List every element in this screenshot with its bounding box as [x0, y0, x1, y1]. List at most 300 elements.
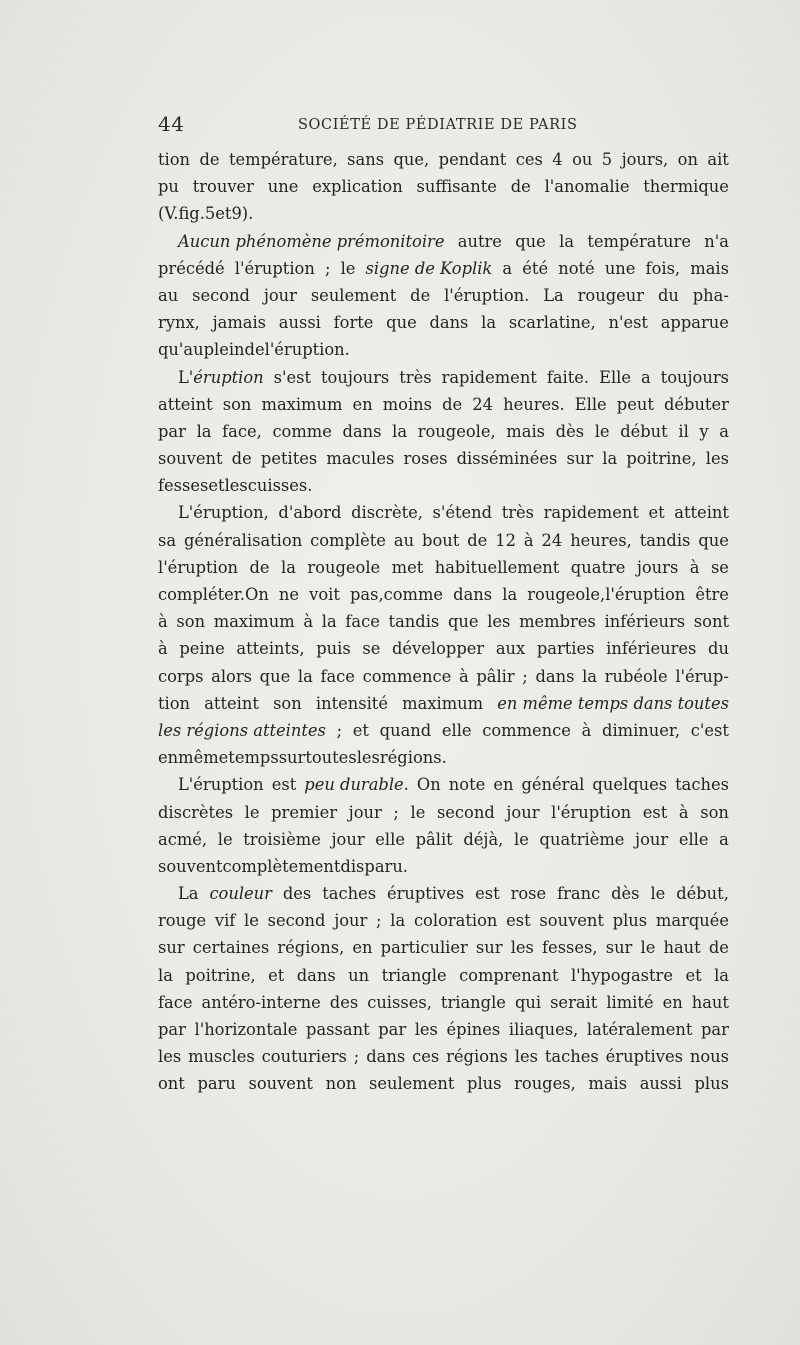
word: pas,comme: [349, 585, 444, 604]
word: des: [329, 992, 359, 1012]
word: les: [224, 476, 248, 496]
word: rapidement: [441, 367, 537, 387]
word: est: [506, 911, 531, 931]
word: parties: [536, 639, 595, 659]
word: explication: [312, 177, 403, 197]
word: au: [158, 285, 179, 305]
word: déjà,: [463, 829, 504, 849]
word: face: [320, 666, 355, 686]
text-line: [158, 336, 729, 363]
word: corps: [158, 666, 204, 686]
text-line: [158, 309, 729, 336]
word: la: [196, 421, 212, 441]
word: quatrième: [539, 829, 625, 849]
word: noté: [558, 258, 595, 278]
word: maximum: [402, 693, 484, 713]
word: l'éruption: [234, 258, 315, 278]
word: 4: [552, 150, 563, 169]
word: de: [249, 557, 270, 577]
text-line: [158, 771, 729, 798]
word: cuisses.: [247, 476, 313, 496]
word: régions: [446, 1047, 508, 1067]
word: mais: [506, 421, 546, 441]
word: son: [222, 394, 252, 414]
word: ces: [412, 1047, 440, 1067]
word: membres: [519, 612, 596, 632]
word: la: [158, 965, 173, 985]
word: mais: [690, 258, 729, 278]
word: en: [352, 938, 373, 958]
word: ou: [572, 150, 593, 169]
word: l'éruption: [158, 557, 239, 577]
word: La: [543, 285, 564, 305]
word: second: [192, 285, 250, 305]
word: haut: [691, 992, 729, 1012]
word: sur: [278, 748, 306, 768]
word: en: [493, 775, 514, 795]
word: souvent: [158, 856, 223, 876]
word: n'est: [608, 313, 648, 333]
text-line: [158, 472, 729, 499]
word: le: [340, 258, 356, 278]
word: le: [244, 911, 259, 931]
word: passant: [306, 1020, 370, 1039]
word: maximum: [213, 612, 295, 632]
word: il: [678, 421, 689, 441]
word: éruption: [193, 367, 264, 387]
word: ;: [376, 911, 382, 931]
word: nous: [689, 1047, 729, 1067]
word: inférieures: [606, 639, 697, 659]
word: fig.: [178, 204, 205, 224]
word: son: [273, 693, 302, 713]
word: plus: [694, 1074, 729, 1094]
word: les: [356, 748, 380, 768]
word: alors: [211, 666, 252, 686]
word: tandis: [639, 530, 691, 550]
word: atteint: [158, 394, 213, 414]
word: second: [267, 911, 326, 931]
word: 5: [204, 204, 216, 224]
word: l'horizontale: [194, 1020, 298, 1039]
word: à: [689, 557, 700, 577]
word: l'anomalie: [544, 177, 630, 197]
word: en: [352, 394, 373, 414]
word: régions.: [379, 748, 447, 768]
word: 5: [601, 150, 613, 169]
word: compléter.On: [158, 585, 269, 604]
word: ait: [707, 150, 729, 169]
text-line: [158, 499, 729, 526]
word: est: [271, 775, 297, 795]
word: elle: [678, 829, 709, 849]
word: de: [244, 340, 265, 360]
text-line: [158, 554, 729, 581]
word: 12: [495, 530, 516, 550]
word: peu durable.: [304, 775, 409, 795]
word: sont: [693, 612, 729, 632]
text-line: [158, 391, 729, 418]
word: heures.: [503, 394, 565, 414]
word: peut: [616, 394, 654, 414]
word: et: [208, 476, 225, 496]
word: jour: [334, 911, 368, 931]
word: quand: [379, 720, 432, 740]
word: toutes: [305, 748, 357, 768]
word: son: [176, 612, 206, 632]
word: couturiers: [261, 1047, 347, 1067]
word: régions,: [277, 938, 345, 958]
word: jour: [635, 829, 669, 849]
word: plus: [467, 1074, 502, 1094]
word: à: [523, 530, 534, 550]
text-line: [158, 255, 729, 282]
word: jours,: [621, 150, 669, 169]
word: taches: [322, 884, 377, 904]
word: jour: [506, 802, 540, 822]
word: souvent: [248, 1074, 313, 1094]
word: muscles: [188, 1047, 255, 1067]
text-line: [158, 989, 729, 1016]
word: aux: [495, 639, 526, 659]
text-line: [158, 635, 729, 662]
word: face: [345, 612, 380, 632]
word: généralisation: [184, 530, 303, 550]
word: trouver: [192, 177, 254, 197]
word: acmé,: [158, 829, 208, 849]
word: l'éruption: [551, 802, 632, 822]
text-line: [158, 853, 729, 880]
word: les: [514, 1047, 538, 1067]
word: rubéole: [604, 666, 668, 686]
word: jour: [348, 802, 382, 822]
word: ;: [393, 802, 399, 822]
word: autre: [457, 231, 502, 251]
word: et: [685, 965, 702, 985]
word: dans: [296, 965, 336, 985]
word: premier: [271, 802, 338, 822]
word: début: [620, 421, 668, 441]
word: ont: [158, 1074, 185, 1094]
word: qu'au: [158, 340, 204, 360]
word: non: [325, 1074, 357, 1094]
text-line: [158, 962, 729, 989]
word: L': [178, 367, 194, 387]
word: peine: [179, 639, 225, 659]
word: rapidement: [543, 503, 639, 523]
word: limité: [606, 992, 654, 1012]
word: on: [677, 150, 698, 169]
word: à: [581, 720, 592, 740]
word: tion: [158, 693, 191, 713]
word: l'hypogastre: [570, 965, 673, 985]
word: plus: [612, 911, 648, 931]
text-line: [158, 934, 729, 961]
word: très: [501, 503, 535, 523]
word: dès: [611, 884, 640, 904]
word: par: [700, 1020, 729, 1039]
word: au: [393, 530, 415, 550]
text-line: [158, 1070, 729, 1097]
word: que: [515, 231, 546, 251]
word: faite.: [546, 367, 590, 387]
word: les: [414, 1020, 438, 1039]
word: L'éruption,: [178, 503, 269, 523]
word: antéro-interne: [201, 992, 321, 1012]
word: scarlatine,: [508, 313, 596, 333]
word: même: [178, 748, 229, 768]
word: la: [559, 231, 575, 251]
word: une: [267, 177, 299, 197]
word: complète: [310, 530, 386, 550]
word: les régions atteintes: [158, 720, 326, 740]
word: que: [698, 530, 729, 550]
text-line: [158, 445, 729, 472]
word: ne: [278, 585, 300, 604]
word: pâlit: [415, 829, 453, 849]
word: La: [178, 884, 199, 904]
word: temps: [228, 748, 279, 768]
text-line: [158, 717, 729, 744]
word: l'éruption.: [444, 285, 530, 305]
word: dans: [342, 421, 382, 441]
page-number: 44: [158, 112, 185, 136]
word: a: [640, 367, 651, 387]
word: rouge: [158, 911, 207, 931]
word: dans: [535, 666, 575, 686]
word: l'érup-: [675, 666, 729, 686]
word: quelques: [592, 775, 668, 795]
word: disséminées: [456, 449, 558, 469]
word: thermique: [643, 177, 729, 197]
word: n'a: [704, 231, 729, 251]
word: triangle: [381, 965, 447, 985]
text-line: [158, 200, 729, 227]
word: paru: [197, 1074, 236, 1094]
word: sur: [475, 938, 503, 958]
word: quatre: [570, 557, 626, 577]
word: la: [582, 666, 598, 686]
word: ;: [522, 666, 528, 686]
text-line: [158, 173, 729, 200]
word: un: [348, 965, 370, 985]
word: les: [487, 612, 511, 632]
word: complètement: [222, 856, 341, 876]
word: apparue: [660, 313, 729, 333]
word: développer: [392, 639, 485, 659]
text-line: [158, 608, 729, 635]
text-line: [158, 744, 729, 771]
word: le: [244, 802, 260, 822]
word: second: [436, 802, 495, 822]
word: que: [259, 666, 291, 686]
text-line: [158, 418, 729, 445]
word: face,: [222, 421, 262, 441]
word: ces: [515, 150, 543, 169]
word: rynx,: [158, 313, 200, 333]
word: de: [708, 938, 729, 958]
word: latéralement: [586, 1020, 693, 1039]
word: de: [231, 449, 252, 469]
word: rougeole,l'éruption: [527, 585, 686, 604]
word: s'étend: [432, 503, 493, 523]
text-line: [158, 228, 729, 255]
word: aussi: [639, 1074, 682, 1094]
word: y: [699, 421, 709, 441]
word: dans: [453, 585, 493, 604]
word: en: [158, 748, 179, 768]
word: dans: [366, 1047, 406, 1067]
word: en: [662, 992, 683, 1012]
word: vif: [214, 911, 236, 931]
word: éruptives: [386, 884, 465, 904]
word: se: [362, 639, 381, 659]
word: de: [410, 285, 431, 305]
word: voit: [309, 585, 340, 604]
word: haut: [663, 938, 701, 958]
word: elle: [375, 829, 405, 849]
word: et: [648, 503, 665, 523]
word: comprenant: [459, 965, 559, 985]
word: commence: [362, 666, 452, 686]
word: ;: [353, 1047, 360, 1067]
word: les: [158, 1047, 182, 1067]
word: du: [657, 285, 679, 305]
word: comme: [272, 421, 332, 441]
word: tion: [158, 150, 191, 169]
word: souvent: [539, 911, 604, 931]
word: diminuer,: [602, 720, 681, 740]
word: que: [447, 612, 479, 632]
word: de: [442, 394, 463, 414]
word: a: [719, 829, 729, 849]
word: des: [282, 884, 312, 904]
word: roses: [403, 449, 448, 469]
word: par: [158, 1020, 186, 1039]
word: est: [642, 802, 668, 822]
word: que: [386, 313, 417, 333]
text-line: [158, 581, 729, 608]
word: dans: [429, 313, 469, 333]
word: début,: [676, 884, 729, 904]
word: jours: [636, 557, 679, 577]
word: débuter: [663, 394, 729, 414]
word: de: [199, 150, 220, 169]
word: pâlir: [476, 666, 515, 686]
text-line: [158, 690, 729, 717]
word: à: [303, 612, 314, 632]
word: elle: [441, 720, 472, 740]
word: le: [410, 802, 426, 822]
word: atteint: [204, 693, 259, 713]
word: macules: [326, 449, 395, 469]
text-line: [158, 663, 729, 690]
word: sur: [566, 449, 594, 469]
word: rougeur: [577, 285, 645, 305]
word: jour: [331, 829, 365, 849]
word: certaines: [192, 938, 270, 958]
word: couleur: [209, 884, 272, 904]
word: aussi: [278, 313, 321, 333]
word: la: [392, 421, 408, 441]
word: moins: [382, 394, 433, 414]
word: maximum: [261, 394, 343, 414]
word: fesses: [158, 476, 209, 496]
word: a: [719, 421, 729, 441]
word: puis: [316, 639, 351, 659]
word: pu: [158, 177, 179, 197]
text-line: [158, 527, 729, 554]
word: (V.: [158, 204, 179, 224]
word: sur: [158, 938, 185, 958]
word: de: [510, 177, 531, 197]
word: Elle: [599, 367, 632, 387]
word: épines: [446, 1020, 501, 1039]
word: petites: [260, 449, 318, 469]
word: et: [268, 965, 285, 985]
word: à: [158, 612, 168, 632]
word: atteints,: [236, 639, 305, 659]
word: jour: [263, 285, 297, 305]
word: disparu.: [340, 856, 408, 876]
word: la: [390, 911, 406, 931]
running-title: SOCIÉTÉ DE PÉDIATRIE DE PARIS: [298, 117, 578, 133]
word: pha-: [692, 285, 729, 305]
word: toujours: [320, 367, 390, 387]
word: plein: [203, 340, 245, 360]
word: à: [158, 639, 168, 659]
word: forte: [333, 313, 374, 333]
word: rouges,: [514, 1074, 576, 1094]
word: toujours: [660, 367, 729, 387]
word: marquée: [655, 911, 729, 931]
word: dès: [555, 421, 585, 441]
word: d'abord: [278, 503, 342, 523]
word: troisième: [243, 829, 321, 849]
word: température: [587, 231, 691, 251]
word: le: [594, 421, 610, 441]
word: serait: [550, 992, 598, 1012]
word: la: [602, 449, 618, 469]
word: suffisante: [416, 177, 497, 197]
word: été: [522, 258, 549, 278]
word: à: [458, 666, 469, 686]
word: la: [481, 313, 497, 333]
text-line: [158, 826, 729, 853]
word: cuisses,: [367, 992, 432, 1012]
word: la: [321, 612, 337, 632]
word: les: [705, 449, 729, 469]
body-text: [158, 146, 729, 1098]
word: être: [695, 585, 729, 604]
word: jamais: [212, 313, 267, 333]
text-line: [158, 880, 729, 907]
word: met: [391, 557, 424, 577]
word: la: [714, 965, 729, 985]
word: seulement: [310, 285, 397, 305]
word: le: [217, 829, 233, 849]
word: le: [640, 938, 656, 958]
word-group: [178, 364, 264, 391]
word: habituellement: [434, 557, 560, 577]
word: et: [215, 204, 232, 224]
word: poitrine,: [185, 965, 256, 985]
word: sa: [158, 530, 177, 550]
word: seulement: [368, 1074, 455, 1094]
word: commence: [482, 720, 571, 740]
page-header: [158, 112, 729, 142]
word: 24: [472, 394, 493, 414]
